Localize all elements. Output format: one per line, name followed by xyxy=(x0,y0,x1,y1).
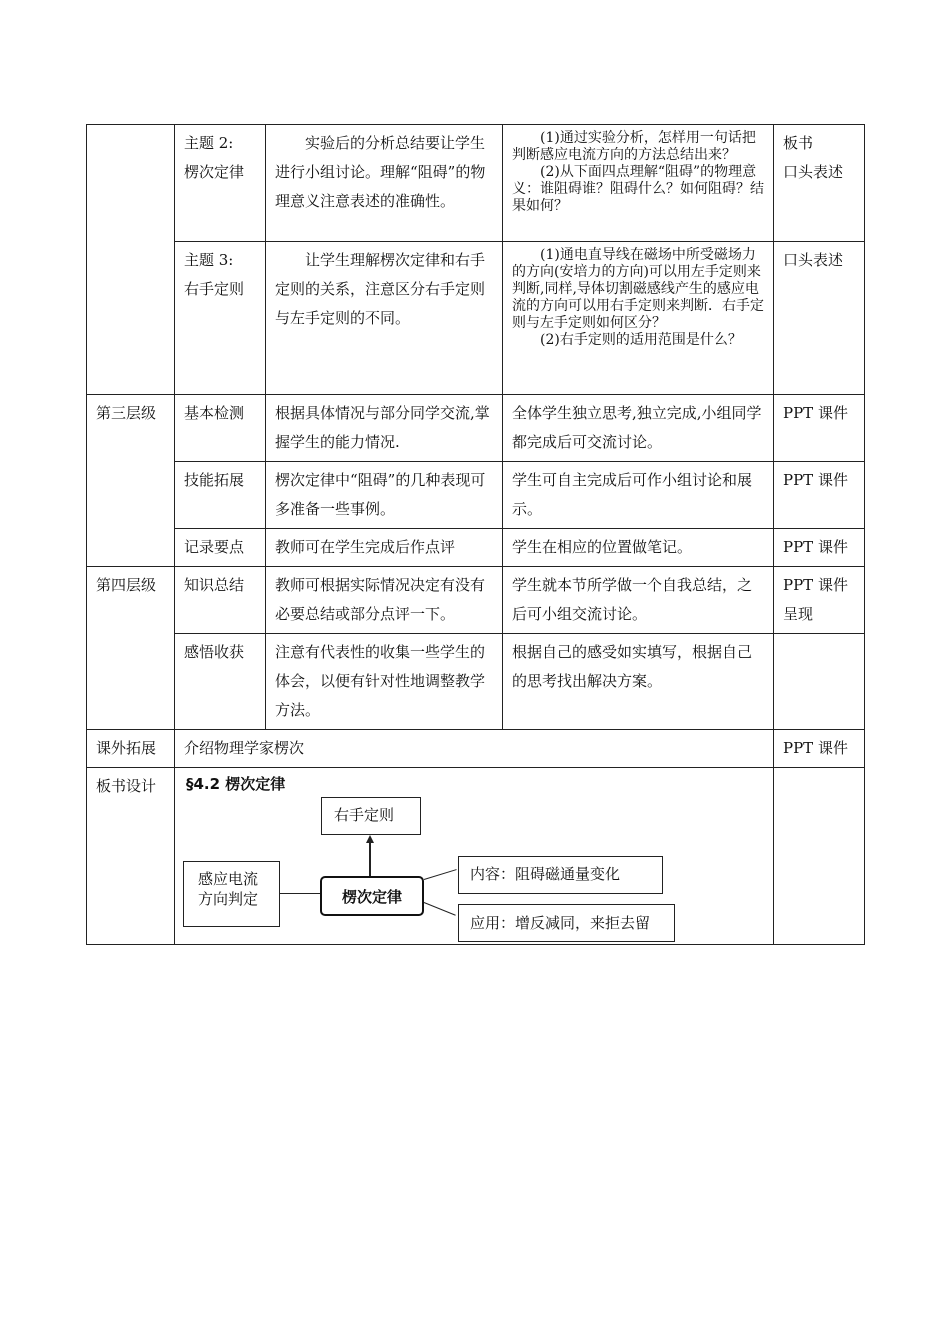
student-activity-cell: 学生就本节所学做一个自我总结，之后可小组交流讨论。 xyxy=(503,567,774,634)
box-application: 应用：增反减同，来拒去留 xyxy=(458,904,675,942)
table-row xyxy=(87,395,865,462)
student-activity-cell xyxy=(503,242,774,395)
teacher-activity-cell: 楞次定律中“阻碍”的几种表现可多准备一些事例。 xyxy=(266,462,503,529)
teacher-activity-cell: 教师可在学生完成后作点评 xyxy=(266,529,503,567)
student-activity-text: (1)通电直导线在磁场中所受磁场力的方向(安培力的方向)可以用左手定则来判断,同样,导体切割磁感线产生的感应电流的方向可以用右手定则来判断．右手定则与左手定则如何区分？ xyxy=(512,247,764,331)
media-cell xyxy=(774,125,865,242)
topic-name: 楞次定律 xyxy=(184,163,245,181)
media-cell-empty xyxy=(774,768,865,945)
section-title-cell: 记录要点 xyxy=(175,529,266,567)
level-label-cell: 板书设计 xyxy=(87,768,175,945)
student-activity-text: (2)从下面四点理解“阻碍”的物理意义：谁阻碍谁？阻碍什么？如何阻碍？结果如何？ xyxy=(512,164,764,214)
media-cell xyxy=(774,242,865,395)
level-label-cell: 课外拓展 xyxy=(87,730,175,768)
table-row xyxy=(87,242,865,395)
box-right-hand-rule: 右手定则 xyxy=(321,797,421,835)
section-title-cell: 知识总结 xyxy=(175,567,266,634)
box-text: 方向判定 xyxy=(198,890,259,908)
media-text: 呈现 xyxy=(783,605,814,623)
student-activity-cell: 根据自己的感受如实填写，根据自己的思考找出解决方案。 xyxy=(503,634,774,730)
level-label-cell: 第三层级 xyxy=(87,395,175,567)
section-title-cell: 基本检测 xyxy=(175,395,266,462)
connector-line xyxy=(424,869,457,880)
board-diagram xyxy=(186,794,764,944)
student-activity-cell: 学生在相应的位置做笔记。 xyxy=(503,529,774,567)
table-row xyxy=(87,768,865,945)
student-activity-cell: 学生可自主完成后可作小组讨论和展示。 xyxy=(503,462,774,529)
teacher-activity-cell xyxy=(266,242,503,395)
student-activity-text: (1)通过实验分析，怎样用一句话把判断感应电流方向的方法总结出来？ xyxy=(512,130,756,163)
teacher-activity-text: 实验后的分析总结要让学生进行小组讨论。理解“阻碍”的物理意义注意表述的准确性。 xyxy=(275,134,486,210)
topic-title-cell xyxy=(175,242,266,395)
media-cell-empty xyxy=(774,634,865,730)
table-row xyxy=(87,567,865,634)
media-text: 口头表述 xyxy=(783,163,844,181)
section-title-cell: 感悟收获 xyxy=(175,634,266,730)
table-row xyxy=(87,634,865,730)
section-title-cell: 技能拓展 xyxy=(175,462,266,529)
media-cell: PPT 课件 xyxy=(774,529,865,567)
lesson-plan-table xyxy=(86,124,865,945)
extension-content-cell: 介绍物理学家楞次 xyxy=(175,730,774,768)
connector-line xyxy=(424,902,456,916)
media-cell xyxy=(774,567,865,634)
connector-line xyxy=(280,893,320,894)
media-cell: PPT 课件 xyxy=(774,730,865,768)
media-cell: PPT 课件 xyxy=(774,462,865,529)
student-activity-cell: 全体学生独立思考,独立完成,小组同学都完成后可交流讨论。 xyxy=(503,395,774,462)
teacher-activity-text: 让学生理解楞次定律和右手定则的关系，注意区分右手定则与左手定则的不同。 xyxy=(275,251,486,327)
media-text: 口头表述 xyxy=(783,251,844,269)
teacher-activity-cell: 根据具体情况与部分同学交流,掌握学生的能力情况. xyxy=(266,395,503,462)
box-lenz-law: 楞次定律 xyxy=(320,876,424,916)
teacher-activity-cell xyxy=(266,125,503,242)
student-activity-text: (2)右手定则的适用范围是什么？ xyxy=(540,332,742,348)
arrow-line xyxy=(369,843,371,877)
table-row xyxy=(87,125,865,242)
topic-name: 右手定则 xyxy=(184,280,245,298)
table-row xyxy=(87,730,865,768)
student-activity-cell xyxy=(503,125,774,242)
topic-number: 主题 3: xyxy=(184,251,234,269)
level-cell-empty xyxy=(87,125,175,395)
teacher-activity-cell: 注意有代表性的收集一些学生的体会，以便有针对性地调整教学方法。 xyxy=(266,634,503,730)
board-title: §4.2 楞次定律 xyxy=(186,775,286,793)
level-label-cell: 第四层级 xyxy=(87,567,175,730)
arrow-up-icon xyxy=(366,835,374,843)
media-cell: PPT 课件 xyxy=(774,395,865,462)
box-text: 感应电流 xyxy=(198,870,259,888)
table-row xyxy=(87,462,865,529)
topic-title-cell xyxy=(175,125,266,242)
box-induced-current xyxy=(183,861,280,927)
topic-number: 主题 2: xyxy=(184,134,234,152)
board-design-cell xyxy=(175,768,774,945)
media-text: PPT 课件 xyxy=(783,576,848,594)
box-content: 内容：阻碍磁通量变化 xyxy=(458,856,663,894)
media-text: 板书 xyxy=(783,134,814,152)
teacher-activity-cell: 教师可根据实际情况决定有没有必要总结或部分点评一下。 xyxy=(266,567,503,634)
table-row xyxy=(87,529,865,567)
